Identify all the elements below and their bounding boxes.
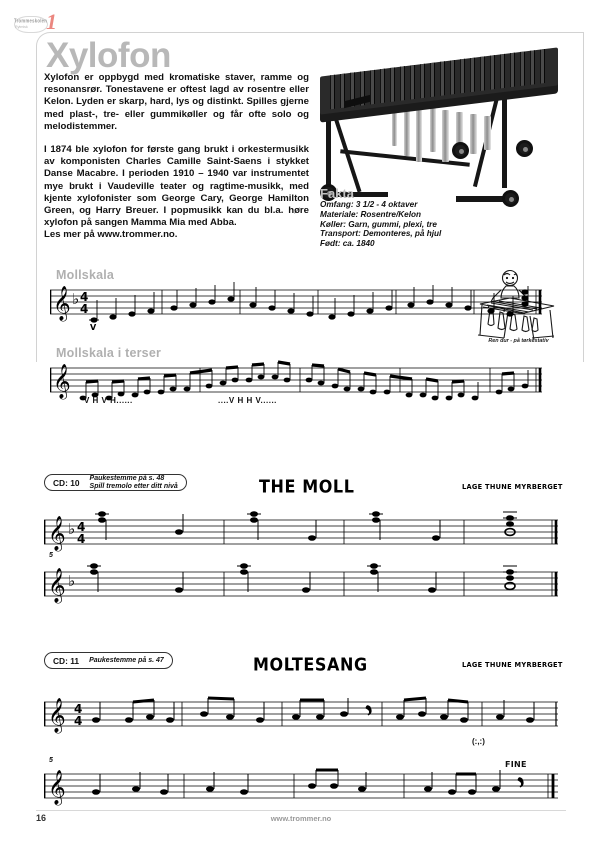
sticking-hint-left: V H V H......: [84, 396, 133, 405]
logo-subtext: Rytmisk: [15, 25, 28, 29]
stand-leg-right: [502, 88, 507, 188]
cd-label: CD: 10: [53, 477, 80, 488]
svg-text:4: 4: [77, 520, 86, 534]
cd-note-line: Spill tremolo etter ditt nivå: [89, 482, 178, 490]
cd-badge-moltesang: [44, 652, 173, 669]
read-more-line: Les mer på www.trommer.no.: [44, 229, 178, 241]
svg-text:𝄞: 𝄞: [48, 770, 66, 805]
cd-label: CD: 11: [53, 655, 80, 666]
history-paragraph: I 1874 ble xylofon for første gang brukt i orkestermusikk av komponisten Charles Camille Saint-Saens i stykket Danse Macabre. I perioden 1910 – 1940 var instrumentet mye brukt i Vaudeville teater og ragtime-musikk, med kjente xylofonister som George Cary, George Hamilton Green, og Harry Breuer. I popmusikk kan du bl.a. høre xylofon på sangen Mamma Mia med Abba.: [44, 144, 309, 229]
staff-mollskala: [50, 282, 542, 332]
fakta-item: Køller: Garn, gummi, plexi, tre: [320, 219, 437, 229]
svg-text:4: 4: [74, 702, 83, 716]
fine-marking: FINE: [505, 760, 527, 769]
staff-moltesang-system-1: [44, 690, 558, 740]
caster-wheel: [502, 190, 519, 207]
brand-plate-icon: [344, 95, 370, 108]
cd-note-line: Paukestemme på s. 48: [89, 474, 165, 482]
logo-number: 1: [46, 9, 57, 34]
resonator-tube: [484, 116, 491, 150]
staff-moltesang-system-2: [44, 766, 558, 812]
svg-text:𝄞: 𝄞: [53, 364, 71, 399]
rehearsal-mark-the-moll: 5: [49, 552, 53, 559]
cd-badge-the-moll: [44, 474, 187, 491]
song-title-moltesang: MOLTESANG: [253, 653, 368, 676]
resonator-tube: [416, 106, 422, 162]
svg-text:V: V: [90, 323, 97, 332]
svg-text:4: 4: [77, 532, 86, 546]
fakta-heading: Fakta: [320, 186, 354, 201]
svg-text:♭: ♭: [72, 290, 80, 308]
cd-notes: [90, 475, 178, 490]
staff-the-moll-system-1: [44, 510, 558, 556]
composer-moltesang: LAGE THUNE MYRBERGET: [462, 661, 563, 669]
song-title-the-moll: THE MOLL: [259, 475, 355, 498]
content-frame-right-border: [583, 32, 584, 362]
composer-the-moll: LAGE THUNE MYRBERGET: [462, 483, 563, 491]
svg-text:𝄞: 𝄞: [48, 516, 66, 551]
cartoon-caption: Ren dur - på tørkestativ: [488, 338, 549, 344]
fakta-item: Født: ca. 1840: [320, 239, 375, 249]
svg-text:4: 4: [74, 714, 83, 728]
section-heading-mollskala: Mollskala: [56, 268, 115, 282]
history-paragraph-block: [44, 144, 309, 242]
svg-text:♭: ♭: [68, 520, 76, 538]
logo-wordmark: Trommeskolen: [14, 17, 48, 24]
svg-text:𝄞: 𝄞: [48, 568, 66, 603]
repeat-marking: (:,:): [472, 737, 485, 746]
fakta-list: [320, 200, 441, 249]
fakta-item: Materiale: Rosentre/Kelon: [320, 209, 422, 219]
staff-the-moll-system-2: [44, 562, 558, 608]
fakta-item: Transport: Demonteres, på hjul: [320, 229, 442, 239]
caster-wheel: [452, 142, 469, 159]
resonator-tube: [470, 114, 477, 154]
caster-wheel: [516, 140, 533, 157]
svg-text:4: 4: [80, 290, 89, 304]
svg-text:𝄞: 𝄞: [53, 286, 71, 321]
page-number: 16: [36, 813, 47, 823]
section-heading-mollskala-terser: Mollskala i terser: [56, 346, 162, 360]
footer-url: www.trommer.no: [270, 814, 332, 823]
cd-notes: [89, 657, 164, 665]
svg-text:𝄞: 𝄞: [48, 698, 66, 733]
intro-paragraph: Xylofon er oppbygd med kromatiske staver, ramme og resonansrør. Tonestavene er oftest lagd av rosentre eller Kelon. Lyden er skarp, hard, lys og distinkt. Spilles gjerne med plast-, tre- eller gummikøller og får ofte solo og melodistemmer.: [44, 72, 309, 132]
fakta-item: Omfang: 3 1/2 - 4 oktaver: [320, 200, 418, 209]
rehearsal-mark-moltesang: 5: [49, 757, 53, 764]
cd-note-line: Paukestemme på s. 47: [89, 656, 164, 664]
sticking-hint-right: ....V H H V......: [218, 396, 277, 405]
svg-text:4: 4: [80, 302, 89, 316]
resonator-tube: [430, 108, 436, 152]
footer-divider: [36, 810, 566, 811]
page-title: Xylofon: [46, 36, 171, 75]
resonator-tube: [442, 110, 449, 162]
svg-text:♭: ♭: [68, 572, 76, 590]
